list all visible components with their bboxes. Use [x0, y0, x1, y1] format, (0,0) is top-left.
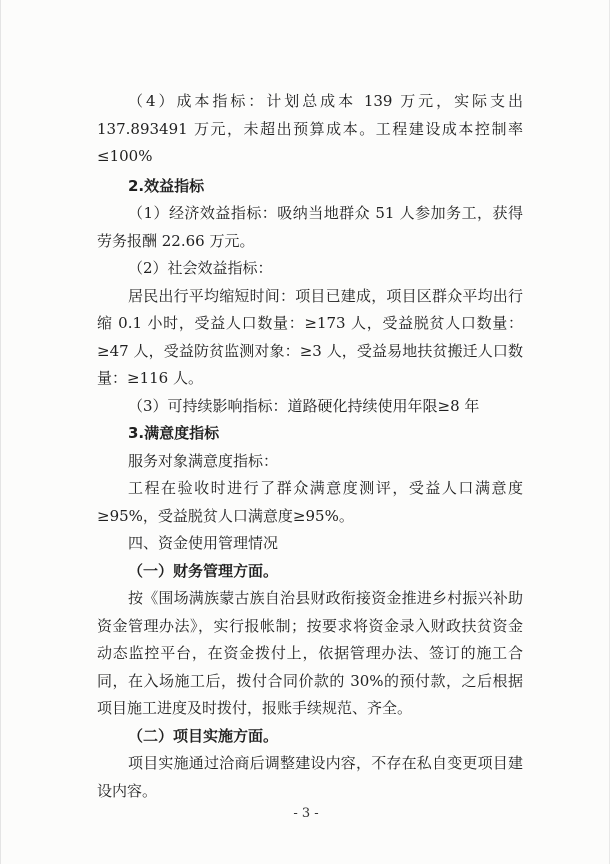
project-implementation-paragraph: 项目实施通过洽商后调整建设内容，不存在私自变更项目建设内容。: [97, 754, 523, 800]
finance-management-paragraph: 按《围场满族蒙古族自治县财政衔接资金推进乡村振兴补助资金管理办法》，实行报帐制；按要求将资金录入财政扶贫资金动态监控平台，在资金拨付上，依据管理办法、签订的施工合同，在入场施工后，拨付合同价款的 30%的预付款，之后根据项目施工进度及时拨付，报账手续规范、齐全。: [97, 589, 523, 717]
service-satisfaction-label: 服务对象满意度指标：: [128, 451, 279, 470]
satisfaction-indicator-heading: 3.满意度指标: [128, 424, 220, 442]
sustainable-impact-paragraph: （3）可持续影响指标：道路硬化持续使用年限≥8 年: [128, 396, 480, 415]
economic-benefit-paragraph: （1）经济效益指标：吸纳当地群众 51 人参加务工，获得劳务报酬 22.66 万元。: [97, 204, 523, 250]
satisfaction-paragraph: 工程在验收时进行了群众满意度测评，受益人口满意度≥95%，受益脱贫人口满意度≥95%。: [97, 479, 523, 525]
benefit-indicator-heading: 2.效益指标: [128, 176, 205, 195]
finance-management-heading: （一）财务管理方面。: [128, 561, 279, 580]
project-implementation-heading: （二）项目实施方面。: [128, 726, 279, 745]
social-benefit-heading: （2）社会效益指标：: [128, 259, 273, 277]
fund-management-heading: 四、资金使用管理情况: [128, 534, 279, 552]
social-benefit-paragraph: 居民出行平均缩短时间：项目已建成，项目区群众平均出行缩 0.1 小时，受益人口数量：≥173 人，受益脱贫人口数量：≥47 人，受益防贫监测对象：≥3 人，受益易地扶贫搬迁人口数量：≥116 人。: [97, 286, 523, 387]
document-body: [97, 88, 523, 805]
cost-indicator-paragraph: （4）成本指标：计划总成本 139 万元，实际支出 137.893491 万元，未超出预算成本。工程建设成本控制率≤100%: [97, 92, 523, 165]
page-number: - 3 -: [293, 806, 319, 821]
